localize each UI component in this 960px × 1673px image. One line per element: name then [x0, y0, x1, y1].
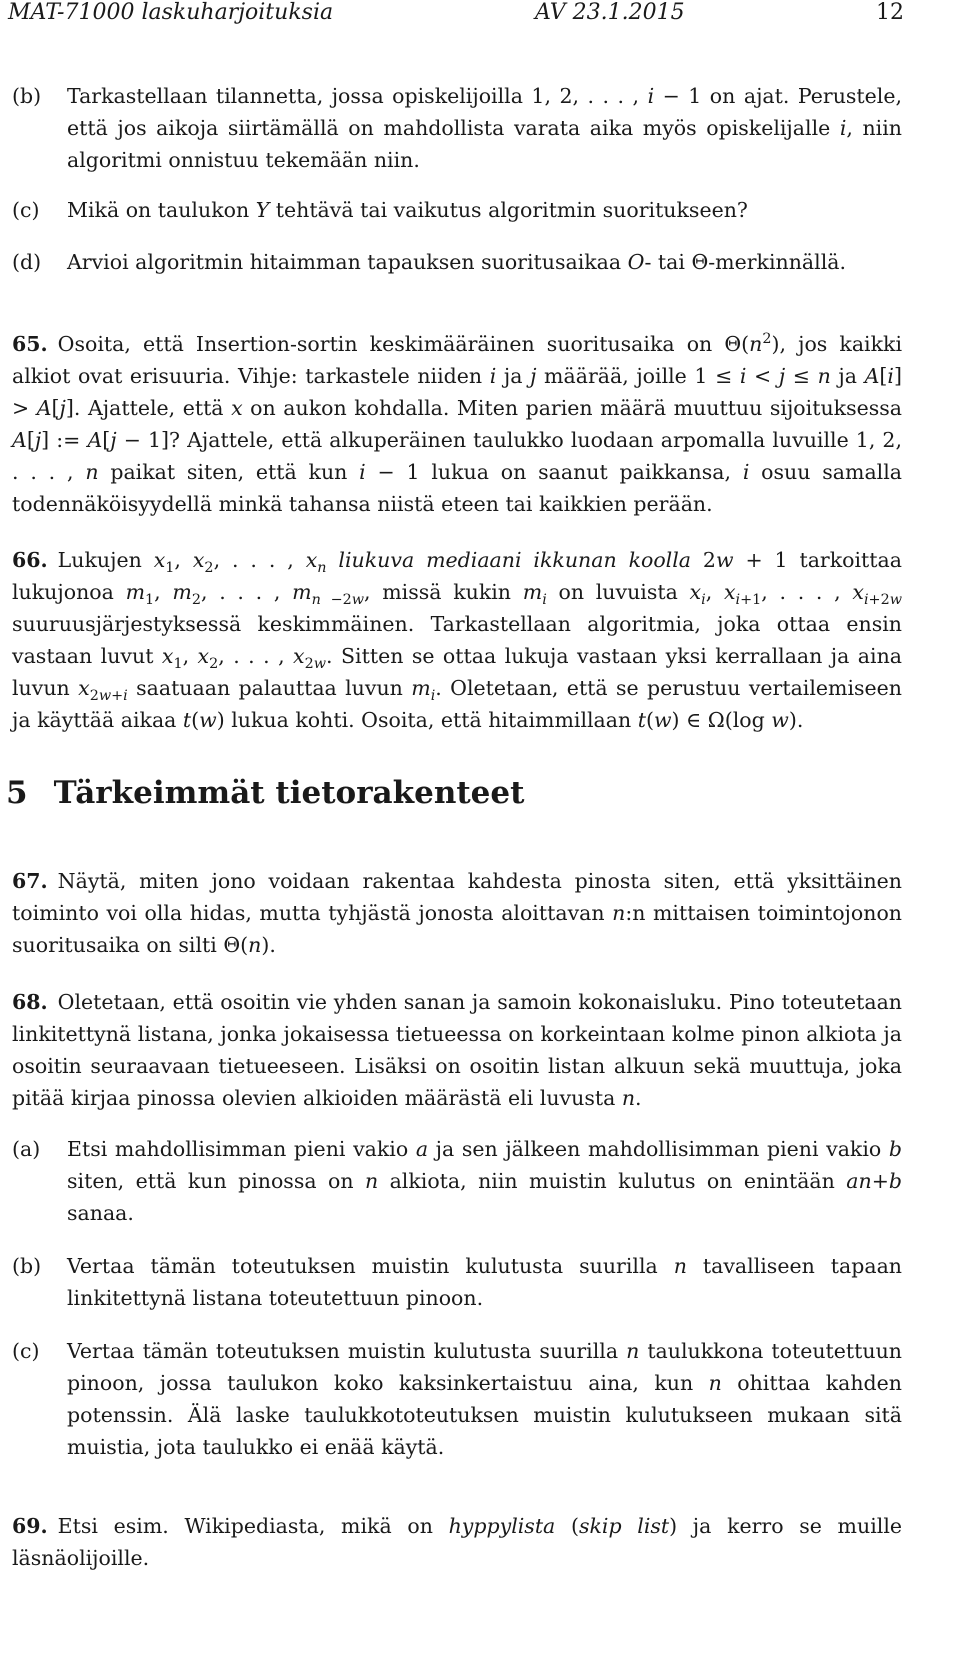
- course-title: MAT-71000 laskuharjoituksia: [8, 0, 334, 25]
- part-text: Vertaa tämän toteutuksen muistin kulutusta suurilla n taulukkona toteutettuun pinoon, jossa taulukon koko kaksinkertaistuu aina, kun n ohittaa kahden potenssin. Älä laske taulukkototeutuksen muistin kulutukseen mukaan sitä muistia, jota taulukko ei enää käytä.: [67, 1339, 902, 1459]
- part-text: Etsi mahdollisimman pieni vakio a ja sen jälkeen mahdollisimman pieni vakio b siten, että kun pinossa on n alkiota, niin muistin kulutus on enintään an+b sanaa.: [67, 1137, 903, 1225]
- exercise-65: 65. Osoita, että Insertion-sortin keskimääräinen suoritusaika on $\Theta(n^2)$, jos kaikki alkiot ovat erisuuria. Vihje: tarkastele niiden i ja j määrää, joille 1 ≤ i < j ≤ n ja A[i] > A[j]. Ajattele, että x on aukon kohdalla. Miten parien määrä muuttuu sijoituksessa A[j] := A[j − 1]? Ajattele, että alkuperäinen taulukko luodaan arpomalla luvuille 1, 2, . . . , n paikat siten, että kun i − 1 lukua on saanut paikkansa, i osuu samalla todennäköisyydellä minkä tahansa niistä eteen tai kaikkien perään.: [12, 331, 902, 516]
- header-date: AV 23.1.2015: [535, 0, 685, 25]
- exercise-68: 68. Oletetaan, että osoitin vie yhden sanan ja samoin kokonaisluku. Pino toteutetaan linkitettynä listana, jonka jokaisessa tietueessa on korkeintaan kolme pinon alkiota ja osoitin seuraavaan tietueeseen. Lisäksi on osoitin listan alkuun sekä muuttuja, joka pitää kirjaa pinossa olevien alkioiden määrästä eli luvusta n.: [12, 990, 902, 1110]
- exercise-number: 67.: [12, 869, 48, 893]
- exercise-number: 65.: [12, 332, 48, 356]
- part-text: Vertaa tämän toteutuksen muistin kulutusta suurilla n tavalliseen tapaan linkitettynä listana toteutettuun pinoon.: [67, 1254, 902, 1310]
- part-label: (b): [12, 1254, 42, 1278]
- part-label: (a): [12, 1137, 41, 1161]
- page-number: 12: [876, 0, 904, 25]
- part-label: (d): [12, 250, 42, 274]
- exercise-number: 69.: [12, 1514, 48, 1538]
- exercise-69: 69. Etsi esim. Wikipediasta, mikä on hyppylista (skip list) ja kerro se muille läsnäolijoille.: [12, 1514, 903, 1570]
- section-heading: [6, 775, 524, 811]
- part-text: Tarkastellaan tilannetta, jossa opiskelijoilla 1, 2, . . . , i − 1 on ajat. Perustele, että jos aikoja siirtämällä on mahdollista varata aika myös opiskelijalle i, niin algoritmi onnistuu tekemään niin.: [67, 84, 902, 172]
- section-number: 5: [6, 775, 28, 811]
- part-label: (c): [12, 198, 40, 222]
- exercise-66: 66. Lukujen $x_1$, $x_2$, . . . , $x_n$ liukuva mediaani ikkunan koolla 2w + 1 tarkoittaa lukujonoa $m_1$, $m_2$, . . . , $m_{n -2w}$, missä kukin $m_i$ on luvuista $x_i$, $x_{i+1}$, . . . , $x_{i+2w}$ suuruusjärjestyksessä keskimmäinen. Tarkastellaan algoritmia, joka ottaa ensin vastaan luvut $x_1$, $x_2$, . . . , $x_{2w}$. Sitten se ottaa lukuja vastaan yksi kerrallaan ja aina luvun $x_{2w+i}$ saatuaan palauttaa luvun $m_i$. Oletetaan, että se perustuu vertailemiseen ja käyttää aikaa t(w) lukua kohti. Osoita, että hitaimmillaan t(w) ∈ Ω(log w).: [12, 548, 903, 732]
- part-text: Mikä on taulukon Y tehtävä tai vaikutus algoritmin suoritukseen?: [67, 198, 748, 222]
- page-header: [8, 0, 904, 30]
- part-label: (c): [12, 1339, 40, 1363]
- exercise-number: 66.: [12, 548, 48, 572]
- section-title: Tärkeimmät tietorakenteet: [53, 775, 525, 811]
- part-label: (b): [12, 84, 42, 108]
- exercise-number: 68.: [12, 990, 48, 1014]
- part-text: Arvioi algoritmin hitaimman tapauksen suoritusaikaa O- tai Θ-merkinnällä.: [67, 250, 847, 274]
- exercise-67: 67. Näytä, miten jono voidaan rakentaa kahdesta pinosta siten, että yksittäinen toiminto voi olla hidas, mutta tyhjästä jonosta aloittavan n:n mittaisen toimintojonon suoritusaika on silti Θ(n).: [12, 869, 902, 957]
